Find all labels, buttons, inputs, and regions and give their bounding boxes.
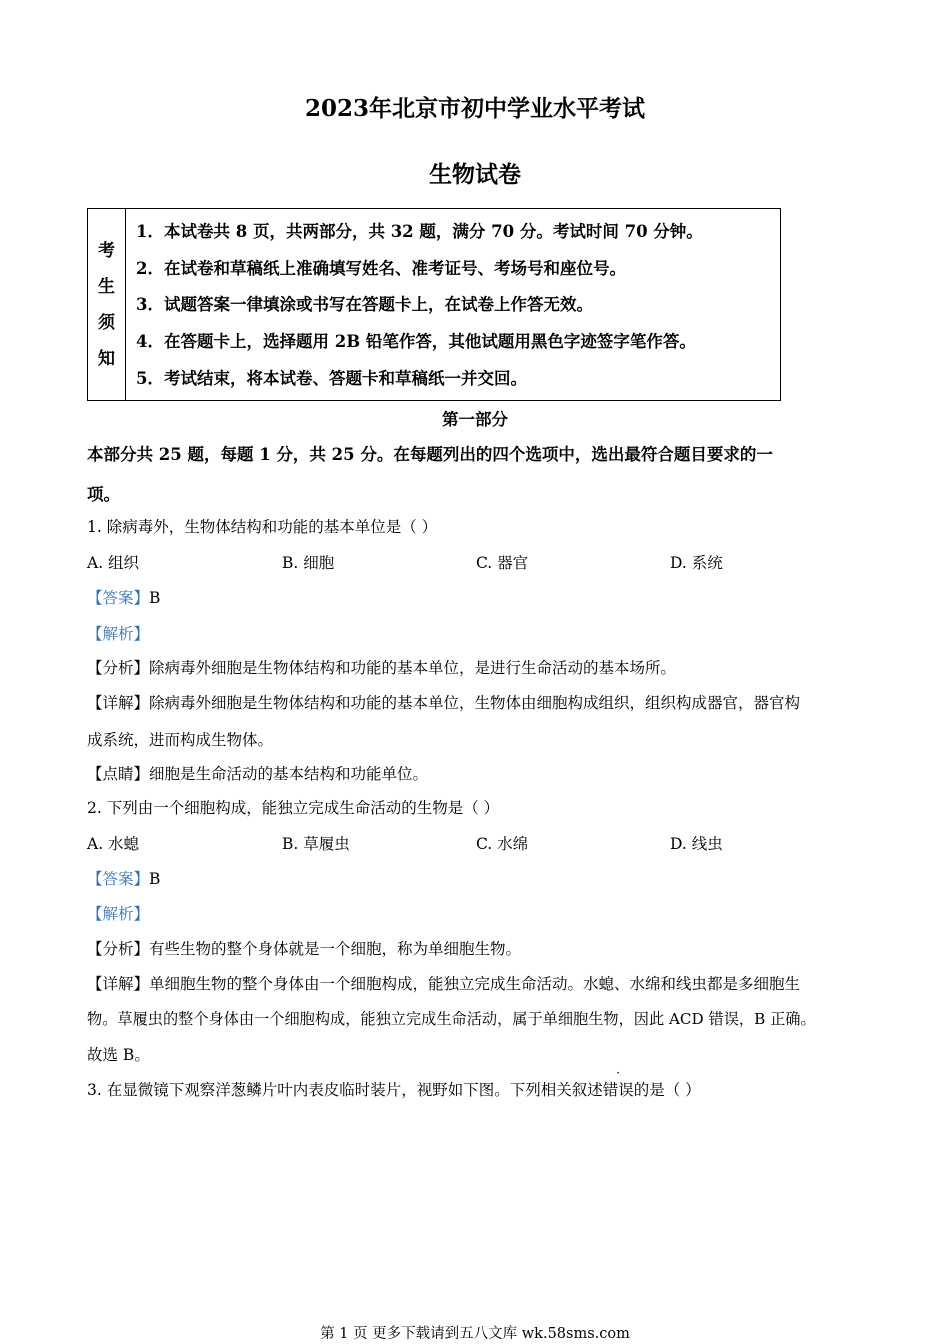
notice-item: 1．本试卷共 8 页，共两部分，共 32 题，满分 70 分。考试时间 70 分钟。 [136, 222, 703, 241]
xiangjie-line: 故选 B。 [87, 1046, 150, 1064]
xiangjie-text: 除病毒外细胞是生物体结构和功能的基本单位，生物体由细胞构成组织，组织构成器官，器官构 [149, 694, 801, 712]
answer-line [87, 586, 160, 608]
notice-box [87, 208, 781, 401]
question-stem [87, 1066, 701, 1100]
exam-subtitle: 生物试卷 [429, 161, 521, 188]
question-stem: 2. 下列由一个细胞构成，能独立完成生命活动的生物是（ ） [87, 799, 500, 817]
emphasis-text: 错误 [602, 1081, 634, 1099]
notice-item: 5．考试结束，将本试卷、答题卡和草稿纸一并交回。 [136, 369, 527, 388]
answer-tag: 【答案】 [87, 589, 150, 607]
option-a: A. 水螅 [87, 835, 140, 853]
xiangjie-line [87, 972, 800, 994]
answer-tag: 【答案】 [87, 870, 150, 888]
notice-label-char: 知 [98, 348, 115, 369]
option-b: B. 草履虫 [282, 835, 350, 853]
page-footer: 第 1 页 更多下载请到五八文库 wk.58sms.com [320, 1326, 630, 1342]
notice-item: 3．试题答案一律填涂或书写在答题卡上，在试卷上作答无效。 [136, 295, 593, 314]
option-d: D. 线虫 [670, 835, 723, 853]
fenxi-text: 有些生物的整个身体就是一个细胞，称为单细胞生物。 [149, 940, 522, 958]
notice-label-char: 生 [98, 276, 115, 297]
fenxi-tag: 【分析】 [87, 940, 150, 958]
notice-label [88, 209, 126, 400]
answer-value: B [149, 589, 161, 607]
xiangjie-line [87, 691, 800, 713]
emphasis-word [602, 1066, 634, 1100]
dianjing-tag: 【点睛】 [87, 765, 150, 783]
option-a: A. 组织 [87, 554, 140, 572]
dianjing-line [87, 762, 428, 784]
xiangjie-line: 成系统，进而构成生物体。 [87, 731, 274, 749]
analysis-line [87, 902, 149, 924]
notice-item: 2．在试卷和草稿纸上准确填写姓名、准考证号、考场号和座位号。 [136, 259, 626, 278]
option-b: B. 细胞 [282, 554, 335, 572]
xiangjie-line: 物。草履虫的整个身体由一个细胞构成，能独立完成生命活动，属于单细胞生物，因此 ACD 错误，B 正确。 [87, 1010, 816, 1028]
fenxi-text: 除病毒外细胞是生物体结构和功能的基本单位，是进行生命活动的基本场所。 [149, 659, 677, 677]
analysis-line [87, 622, 149, 644]
notice-item: 4．在答题卡上，选择题用 2B 铅笔作答，其他试题用黑色字迹签字笔作答。 [136, 332, 696, 351]
analysis-tag: 【解析】 [87, 905, 150, 923]
stem-text: 3. 在显微镜下观察洋葱鳞片叶内表皮临时装片，视野如下图。下列相关叙述 [87, 1081, 603, 1099]
option-c: C. 水绵 [476, 835, 529, 853]
stem-text: 的是（ ） [633, 1081, 701, 1099]
fenxi-tag: 【分析】 [87, 659, 150, 677]
fenxi-line [87, 937, 521, 959]
part-instruction: 本部分共 25 题，每题 1 分，共 25 分。在每题列出的四个选项中，选出最符合题目要求的一 [87, 445, 773, 464]
question-stem: 1. 除病毒外，生物体结构和功能的基本单位是（ ） [87, 518, 438, 536]
exam-title: 2023年北京市初中学业水平考试 [304, 95, 645, 122]
notice-label-char: 须 [98, 312, 115, 333]
xiangjie-tag: 【详解】 [87, 975, 150, 993]
dianjing-text: 细胞是生命活动的基本结构和功能单位。 [149, 765, 429, 783]
fenxi-line [87, 656, 676, 678]
emphasis-dot-icon: · [616, 1066, 621, 1080]
answer-line [87, 867, 160, 889]
xiangjie-text: 单细胞生物的整个身体由一个细胞构成，能独立完成生命活动。水螅、水绵和线虫都是多细胞生 [149, 975, 801, 993]
notice-label-char: 考 [98, 240, 115, 261]
part-heading: 第一部分 [442, 410, 508, 429]
option-c: C. 器官 [476, 554, 529, 572]
xiangjie-tag: 【详解】 [87, 694, 150, 712]
option-d: D. 系统 [670, 554, 723, 572]
part-instruction: 项。 [87, 485, 120, 504]
analysis-tag: 【解析】 [87, 625, 150, 643]
answer-value: B [149, 870, 161, 888]
